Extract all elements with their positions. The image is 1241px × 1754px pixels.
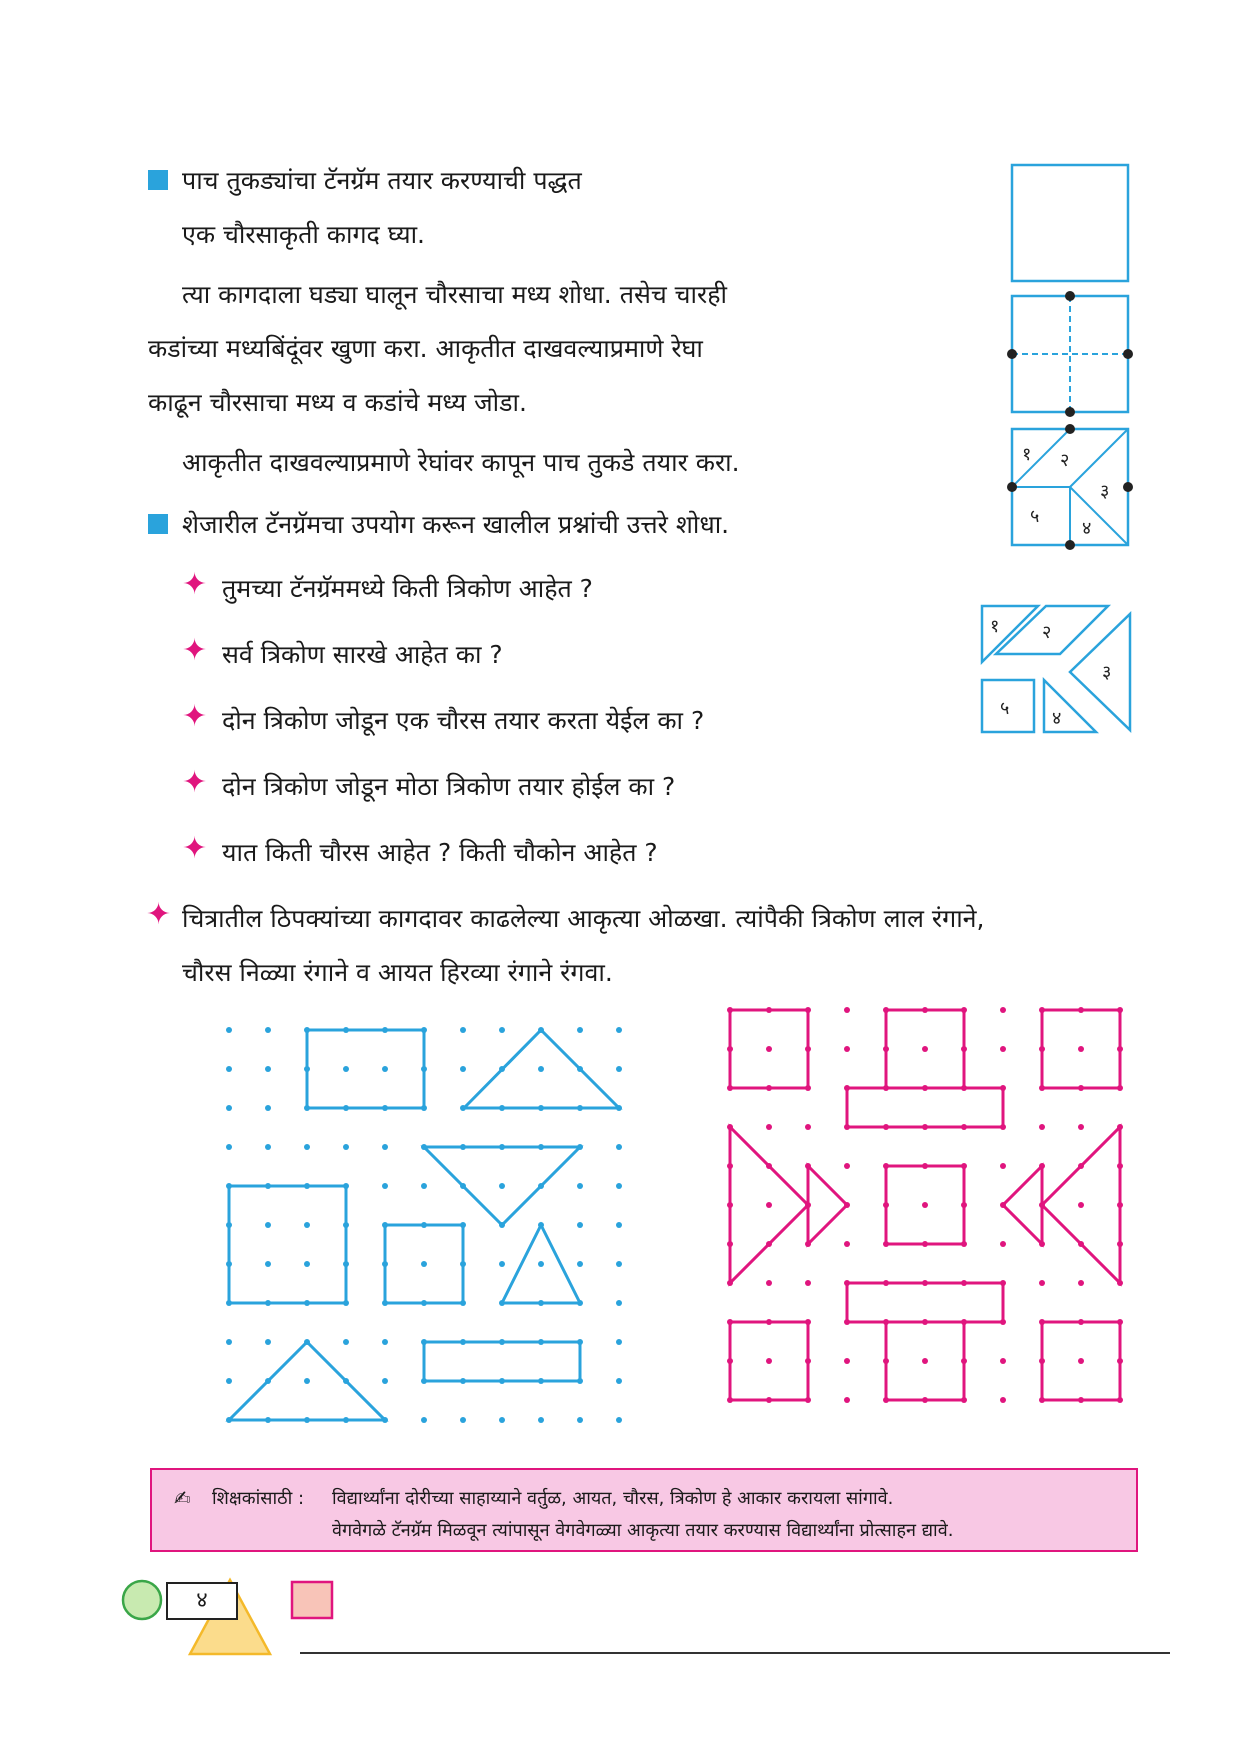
star-bullet-icon: ✦	[146, 897, 172, 932]
grid-dot	[265, 1027, 271, 1033]
grid-dot	[382, 1378, 388, 1384]
grid-dot	[538, 1261, 544, 1267]
rectangle-shape	[424, 1342, 580, 1381]
grid-dot	[844, 1046, 850, 1052]
grid-dot	[538, 1417, 544, 1423]
body-line: आकृतीत दाखवल्याप्रमाणे रेघांवर कापून पाच तुकडे तयार करा.	[182, 448, 740, 477]
piece-3	[1070, 614, 1130, 730]
grid-dot	[844, 1358, 850, 1364]
grid-dot	[1078, 1046, 1084, 1052]
piece-label-1: १	[990, 616, 1000, 637]
question-item: सर्व त्रिकोण सारखे आहेत का ?	[222, 640, 503, 669]
grid-dot	[922, 1046, 928, 1052]
star-bullet-icon: ✦	[182, 567, 208, 602]
tangram-steps-diagram	[1000, 160, 1150, 560]
piece-label-4: ४	[1052, 708, 1062, 729]
body-line: एक चौरसाकृती कागद घ्या.	[182, 220, 425, 249]
grid-dot	[616, 1144, 622, 1150]
grid-dot	[226, 1105, 232, 1111]
grid-dot	[499, 1183, 505, 1189]
grid-dot	[460, 1066, 466, 1072]
pencil-hand-icon: ✍	[174, 1486, 191, 1510]
star-bullet-icon: ✦	[182, 699, 208, 734]
midpoint-dot	[1065, 407, 1075, 417]
triangle-shape	[808, 1166, 847, 1244]
body-line: त्या कागदाला घड्या घालून चौरसाचा मध्य शोधा. तसेच चारही	[182, 280, 727, 309]
midpoint-dot	[1123, 482, 1133, 492]
grid-dot	[1000, 1163, 1006, 1169]
grid-dot	[922, 1202, 928, 1208]
grid-dot	[844, 1397, 850, 1403]
rectangle-shape	[847, 1283, 1003, 1322]
grid-dot	[1078, 1280, 1084, 1286]
grid-dot	[766, 1358, 772, 1364]
midpoint-dot	[1007, 482, 1017, 492]
grid-dot	[421, 1183, 427, 1189]
star-bullet-icon: ✦	[182, 765, 208, 800]
star-bullet-icon: ✦	[182, 831, 208, 866]
blue-shapes	[229, 1030, 619, 1420]
footer-circle	[123, 1581, 161, 1619]
grid-dot	[577, 1417, 583, 1423]
grid-dot	[1000, 1007, 1006, 1013]
grid-dot	[226, 1378, 232, 1384]
instruction-line: चौरस निळ्या रंगाने व आयत हिरव्या रंगाने रंगवा.	[182, 958, 613, 987]
grid-dot	[1039, 1124, 1045, 1130]
grid-dot	[265, 1222, 271, 1228]
grid-dot	[1000, 1241, 1006, 1247]
grid-dot	[1000, 1358, 1006, 1364]
grid-dot	[844, 1163, 850, 1169]
piece-label-5: ५	[1000, 698, 1010, 719]
grid-dot	[1078, 1124, 1084, 1130]
body-line: कडांच्या मध्यबिंदूंवर खुणा करा. आकृतीत दाखवल्याप्रमाणे रेघा	[148, 334, 703, 363]
grid-dot	[577, 1261, 583, 1267]
grid-dot	[304, 1261, 310, 1267]
tangram-pieces-diagram	[970, 600, 1140, 740]
grid-dot	[616, 1027, 622, 1033]
folded-square	[1012, 296, 1128, 412]
grid-dot	[616, 1300, 622, 1306]
grid-dot	[304, 1222, 310, 1228]
grid-dot	[382, 1339, 388, 1345]
grid-dot	[499, 1027, 505, 1033]
grid-dot	[766, 1280, 772, 1286]
midpoint-dot	[1007, 349, 1017, 359]
grid-dot	[766, 1046, 772, 1052]
grid-dot	[343, 1066, 349, 1072]
grid-dot	[1078, 1202, 1084, 1208]
piece-label-5: ५	[1030, 506, 1040, 527]
piece-label-4: ४	[1082, 518, 1092, 539]
grid-dot	[616, 1183, 622, 1189]
footer-rule	[300, 1652, 1170, 1654]
grid-dot	[616, 1339, 622, 1345]
midpoint-dot	[1065, 291, 1075, 301]
midpoint-dot	[1065, 424, 1075, 434]
section-bullet	[148, 514, 168, 534]
question-item: तुमच्या टॅनग्रॅममध्ये किती त्रिकोण आहेत ?	[222, 574, 593, 603]
grid-dot	[304, 1144, 310, 1150]
grid-dot	[499, 1261, 505, 1267]
grid-dot	[460, 1417, 466, 1423]
dot-grid	[727, 1007, 1123, 1403]
grid-dot	[844, 1241, 850, 1247]
piece-label-3: ३	[1102, 662, 1112, 683]
grid-dot	[499, 1417, 505, 1423]
section-heading-questions: शेजारील टॅनग्रॅमचा उपयोग करून खालील प्रश्नांची उत्तरे शोधा.	[182, 510, 730, 539]
grid-dot	[382, 1144, 388, 1150]
note-line-1: विद्यार्थ्यांना दोरीच्या साहाय्याने वर्तुळ, आयत, चौरस, त्रिकोण हे आकार करायला सांगावे.	[332, 1488, 894, 1509]
question-item: यात किती चौरस आहेत ? किती चौकोन आहेत ?	[222, 838, 658, 867]
instruction-line: चित्रातील ठिपक्यांच्या कागदावर काढलेल्या आकृत्या ओळखा. त्यांपैकी त्रिकोण लाल रंगाने,	[182, 904, 985, 933]
magenta-dot-grid-figure	[720, 1000, 1140, 1440]
rectangle-shape	[307, 1030, 424, 1108]
piece-label-3: ३	[1100, 481, 1110, 502]
grid-dot	[616, 1261, 622, 1267]
blue-dot-grid-figure	[210, 1010, 640, 1440]
grid-dot	[766, 1124, 772, 1130]
grid-dot	[616, 1066, 622, 1072]
grid-dot	[1078, 1358, 1084, 1364]
note-label: शिक्षकांसाठी :	[212, 1488, 305, 1509]
question-item: दोन त्रिकोण जोडून मोठा त्रिकोण तयार होईल का ?	[222, 772, 676, 801]
grid-dot	[265, 1261, 271, 1267]
grid-dot	[616, 1417, 622, 1423]
section-heading-tangram: पाच तुकड्यांचा टॅनग्रॅम तयार करण्याची पद्धत	[182, 166, 582, 195]
grid-dot	[538, 1066, 544, 1072]
piece-label-2: २	[1042, 622, 1052, 643]
grid-dot	[766, 1202, 772, 1208]
grid-dot	[421, 1261, 427, 1267]
question-item: दोन त्रिकोण जोडून एक चौरस तयार करता येईल का ?	[222, 706, 705, 735]
grid-dot	[265, 1339, 271, 1345]
grid-dot	[577, 1222, 583, 1228]
grid-dot	[382, 1066, 388, 1072]
grid-dot	[343, 1339, 349, 1345]
grid-dot	[265, 1105, 271, 1111]
grid-dot	[922, 1358, 928, 1364]
paper-square	[1012, 165, 1128, 281]
triangle-shape	[1003, 1166, 1042, 1244]
grid-dot	[577, 1183, 583, 1189]
grid-dot	[304, 1378, 310, 1384]
midpoint-dot	[1065, 540, 1075, 550]
grid-dot	[844, 1007, 850, 1013]
square-shape	[229, 1186, 346, 1303]
grid-dot	[577, 1027, 583, 1033]
midpoint-dot	[1123, 349, 1133, 359]
grid-dot	[226, 1144, 232, 1150]
grid-dot	[265, 1144, 271, 1150]
grid-dot	[805, 1280, 811, 1286]
grid-dot	[1000, 1046, 1006, 1052]
grid-dot	[343, 1144, 349, 1150]
grid-dot	[805, 1124, 811, 1130]
page-number: ४	[166, 1582, 238, 1620]
piece-label-2: २	[1060, 450, 1070, 471]
piece-label-1: १	[1022, 444, 1032, 465]
star-bullet-icon: ✦	[182, 633, 208, 668]
grid-dot	[460, 1027, 466, 1033]
rectangle-shape	[847, 1088, 1003, 1127]
grid-dot	[226, 1339, 232, 1345]
grid-dot	[382, 1183, 388, 1189]
note-line-2: वेगवेगळे टॅनग्रॅम मिळवून त्यांपासून वेगवेगळ्या आकृत्या तयार करण्यास विद्यार्थ्यांना प्रोत्साहन द्यावे.	[332, 1520, 954, 1541]
section-bullet	[148, 170, 168, 190]
grid-dot	[226, 1027, 232, 1033]
grid-dot	[1039, 1280, 1045, 1286]
teacher-note-box	[150, 1468, 1138, 1552]
grid-dot	[421, 1417, 427, 1423]
footer-square	[292, 1582, 332, 1618]
grid-dot	[616, 1378, 622, 1384]
grid-dot	[616, 1222, 622, 1228]
grid-dot	[265, 1066, 271, 1072]
grid-dot	[226, 1066, 232, 1072]
grid-dot	[1000, 1397, 1006, 1403]
body-line: काढून चौरसाचा मध्य व कडांचे मध्य जोडा.	[148, 388, 527, 417]
